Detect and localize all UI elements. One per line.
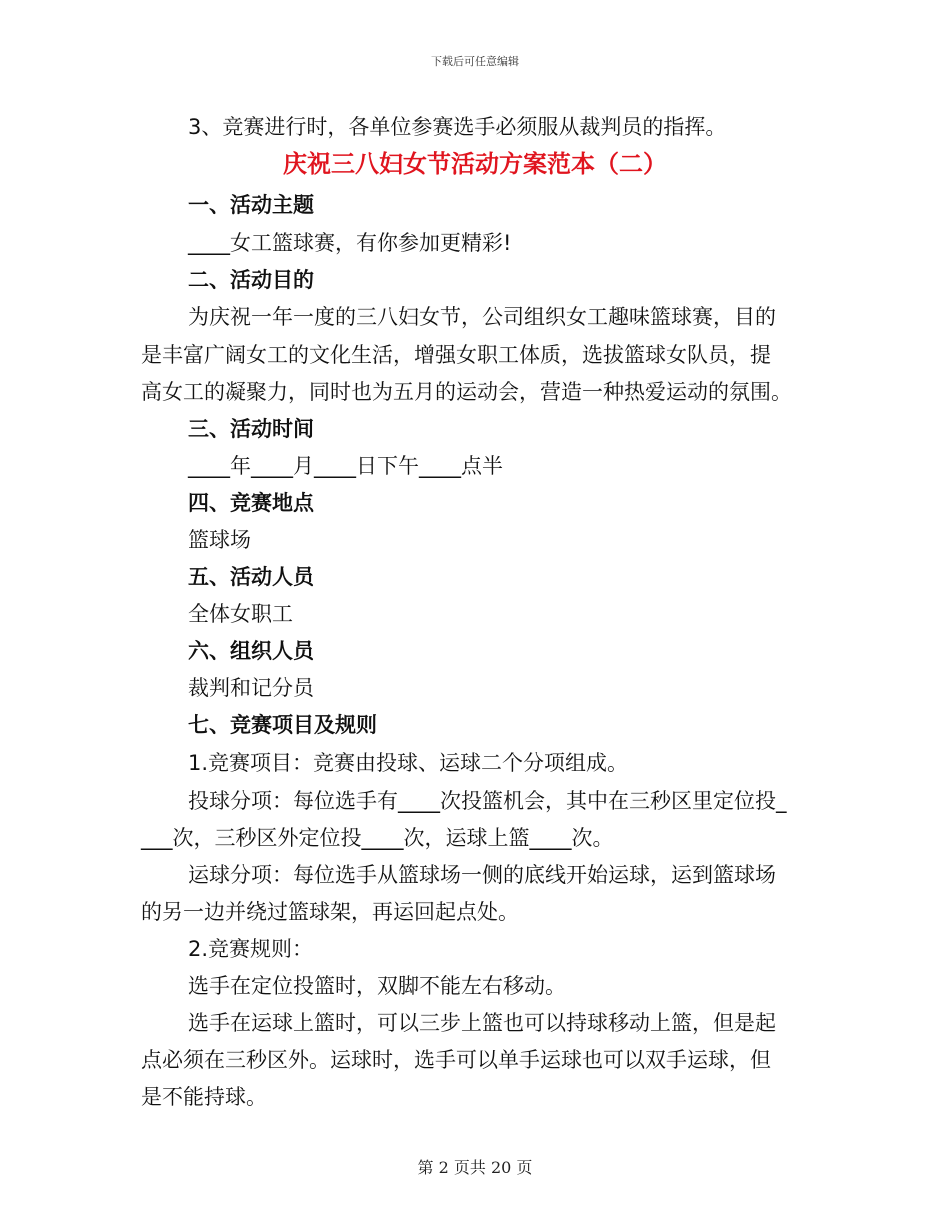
- paragraph-line: 篮球场: [188, 528, 251, 552]
- page-footer: 第 2 页共 20 页: [417, 1158, 533, 1177]
- intro-line: 3、竞赛进行时，各单位参赛选手必须服从裁判员的指挥。: [188, 115, 727, 139]
- paragraph-line: 高女工的凝聚力，同时也为五月的运动会，营造一种热爱运动的氛围。: [141, 380, 792, 404]
- section-heading-organizers: 六、组织人员: [188, 639, 314, 663]
- paragraph-line: ___次，三秒区外定位投____次，运球上篮____次。: [141, 826, 614, 850]
- paragraph-line: ____年____月____日下午____点半: [188, 454, 503, 478]
- paragraph-line: ____女工篮球赛，有你参加更精彩!: [188, 231, 512, 255]
- paragraph-line: 是丰富广阔女工的文化生活，增强女职工体质，选拔篮球女队员，提: [141, 343, 771, 367]
- paragraph-line: 1.竞赛项目：竞赛由投球、运球二个分项组成。: [188, 751, 629, 775]
- paragraph-line: 选手在定位投篮时，双脚不能左右移动。: [188, 974, 566, 998]
- section-heading-rules: 七、竞赛项目及规则: [188, 713, 377, 737]
- header-note: 下载后可任意编辑: [431, 55, 519, 68]
- section-heading-purpose: 二、活动目的: [188, 268, 314, 292]
- document-title: 庆祝三八妇女节活动方案范本（二）: [283, 150, 667, 178]
- section-heading-venue: 四、竞赛地点: [188, 491, 314, 515]
- paragraph-line: 是不能持球。: [141, 1085, 267, 1109]
- section-heading-participants: 五、活动人员: [188, 565, 314, 589]
- paragraph-line: 点必须在三秒区外。运球时，选手可以单手运球也可以双手运球，但: [141, 1048, 771, 1072]
- paragraph-line: 裁判和记分员: [188, 676, 314, 700]
- paragraph-line: 选手在运球上篮时，可以三步上篮也可以持球移动上篮，但是起: [188, 1011, 776, 1035]
- paragraph-line: 为庆祝一年一度的三八妇女节，公司组织女工趣味篮球赛，目的: [188, 305, 776, 329]
- paragraph-line: 全体女职工: [188, 602, 293, 626]
- paragraph-line: 2.竞赛规则：: [188, 937, 314, 961]
- paragraph-line: 的另一边并绕过篮球架，再运回起点处。: [141, 900, 519, 924]
- paragraph-line: 投球分项：每位选手有____次投篮机会，其中在三秒区里定位投_: [188, 789, 787, 813]
- paragraph-line: 运球分项：每位选手从篮球场一侧的底线开始运球，运到篮球场: [188, 863, 776, 887]
- section-heading-theme: 一、活动主题: [188, 193, 314, 217]
- section-heading-time: 三、活动时间: [188, 417, 314, 441]
